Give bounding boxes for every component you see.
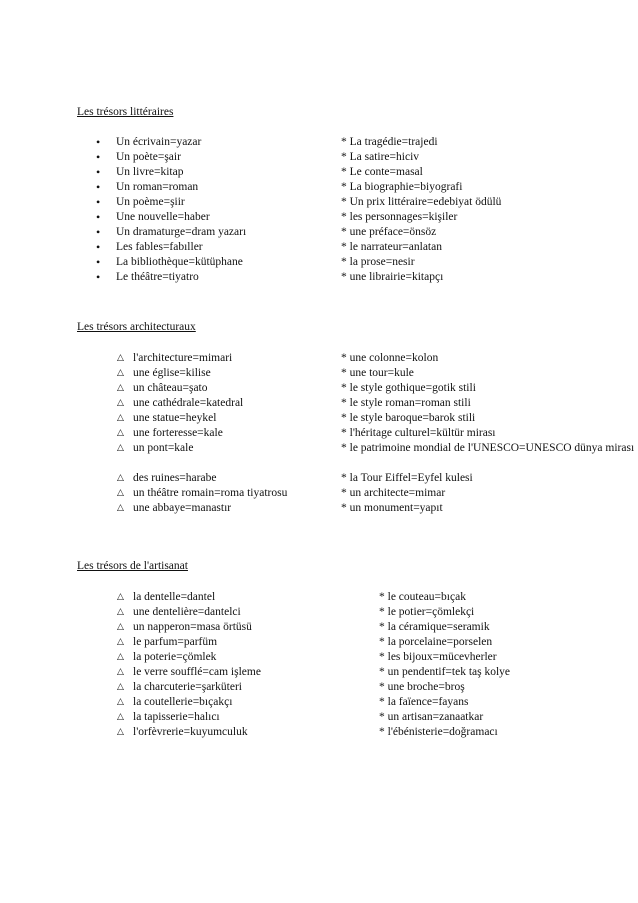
list-item: △ la poterie=çömlek: [133, 650, 261, 665]
list-item: * le style gothique=gotik stili: [341, 382, 476, 394]
list-item: △ un napperon=masa örtüsü: [133, 620, 261, 635]
list-item: • Un écrivain=yazar: [116, 135, 246, 150]
list-item: * l'héritage culturel=kültür mirası: [341, 427, 496, 439]
list-litteraires-right: [341, 135, 501, 285]
list-item: • Le théâtre=tiyatro: [116, 270, 246, 285]
list-item: * le patrimoine mondial de l'UNESCO=UNESCO dünya mirası: [341, 442, 635, 454]
list-item: △ une statue=heykel: [133, 411, 287, 426]
list-item: * un pendentif=tek taş kolye: [379, 666, 511, 678]
list-item: * une tour=kule: [341, 367, 414, 379]
list-architecturaux-right: [341, 351, 635, 516]
list-artisanat-left: [133, 590, 261, 740]
list-item: * Un prix littéraire=edebiyat ödülü: [341, 196, 502, 208]
list-item: △ l'orfèvrerie=kuyumculuk: [133, 725, 261, 740]
list-item: △ le parfum=parfüm: [133, 635, 261, 650]
list-item: * La satire=hiciv: [341, 151, 420, 163]
list-item: △ l'architecture=mimari: [133, 351, 287, 366]
list-item: △ un théâtre romain=roma tiyatrosu: [133, 486, 287, 501]
list-item: * La biographie=biyografi: [341, 181, 463, 193]
list-item: * les personnages=kişiler: [341, 211, 458, 223]
list-item: * une colonne=kolon: [341, 352, 439, 364]
list-item: * une broche=broş: [379, 681, 465, 693]
list-item: △ la coutellerie=bıçakçı: [133, 695, 261, 710]
list-item: • Un livre=kitap: [116, 165, 246, 180]
list-artisanat-right: [379, 590, 510, 740]
list-item: △ une église=kilise: [133, 366, 287, 381]
list-item: * la prose=nesir: [341, 256, 415, 268]
list-item: * un monument=yapıt: [341, 502, 443, 514]
list-item: △ une abbaye=manastır: [133, 501, 287, 516]
list-item: * le potier=çömlekçi: [379, 606, 475, 618]
list-item: * les bijoux=mücevherler: [379, 651, 497, 663]
list-item: * la porcelaine=porselen: [379, 636, 493, 648]
list-item: * le style roman=roman stili: [341, 397, 471, 409]
list-item: * La tragédie=trajedi: [341, 136, 438, 148]
list-item: △ une cathédrale=katedral: [133, 396, 287, 411]
list-item: * le narrateur=anlatan: [341, 241, 442, 253]
list-item: • Un poète=şair: [116, 150, 246, 165]
list-litteraires-left: [116, 135, 246, 285]
list-item: * le couteau=bıçak: [379, 591, 466, 603]
section-heading-artisanat: Les trésors de l'artisanat: [77, 560, 188, 572]
list-item: △ un pont=kale: [133, 441, 287, 471]
section-heading-litteraires: Les trésors littéraires: [77, 106, 174, 118]
list-item: * la faïence=fayans: [379, 696, 469, 708]
list-item: △ des ruines=harabe: [133, 471, 287, 486]
list-item: △ une forteresse=kale: [133, 426, 287, 441]
list-item: * un architecte=mimar: [341, 487, 446, 499]
list-item: △ une dentelière=dantelci: [133, 605, 261, 620]
list-item: * une préface=önsöz: [341, 226, 437, 238]
list-item: △ la dentelle=dantel: [133, 590, 261, 605]
list-item: * une librairie=kitapçı: [341, 271, 444, 283]
list-item: * un artisan=zanaatkar: [379, 711, 484, 723]
list-item: * la céramique=seramik: [379, 621, 490, 633]
list-item: * la Tour Eiffel=Eyfel kulesi: [341, 472, 473, 484]
list-item: △ la charcuterie=şarküteri: [133, 680, 261, 695]
list-item: • Les fables=fabıller: [116, 240, 246, 255]
list-item: * l'ébénisterie=doğramacı: [379, 726, 498, 738]
list-item: • Un dramaturge=dram yazarı: [116, 225, 246, 240]
list-item: △ la tapisserie=halıcı: [133, 710, 261, 725]
list-item: • Une nouvelle=haber: [116, 210, 246, 225]
list-item: △ un château=şato: [133, 381, 287, 396]
list-item: * Le conte=masal: [341, 166, 423, 178]
section-heading-architecturaux: Les trésors architecturaux: [77, 321, 196, 333]
list-item: △ le verre soufflé=cam işleme: [133, 665, 261, 680]
list-item: • Un poème=şiir: [116, 195, 246, 210]
list-item: • La bibliothèque=kütüphane: [116, 255, 246, 270]
list-item: * le style baroque=barok stili: [341, 412, 476, 424]
list-item: • Un roman=roman: [116, 180, 246, 195]
list-architecturaux-left: [133, 351, 287, 516]
